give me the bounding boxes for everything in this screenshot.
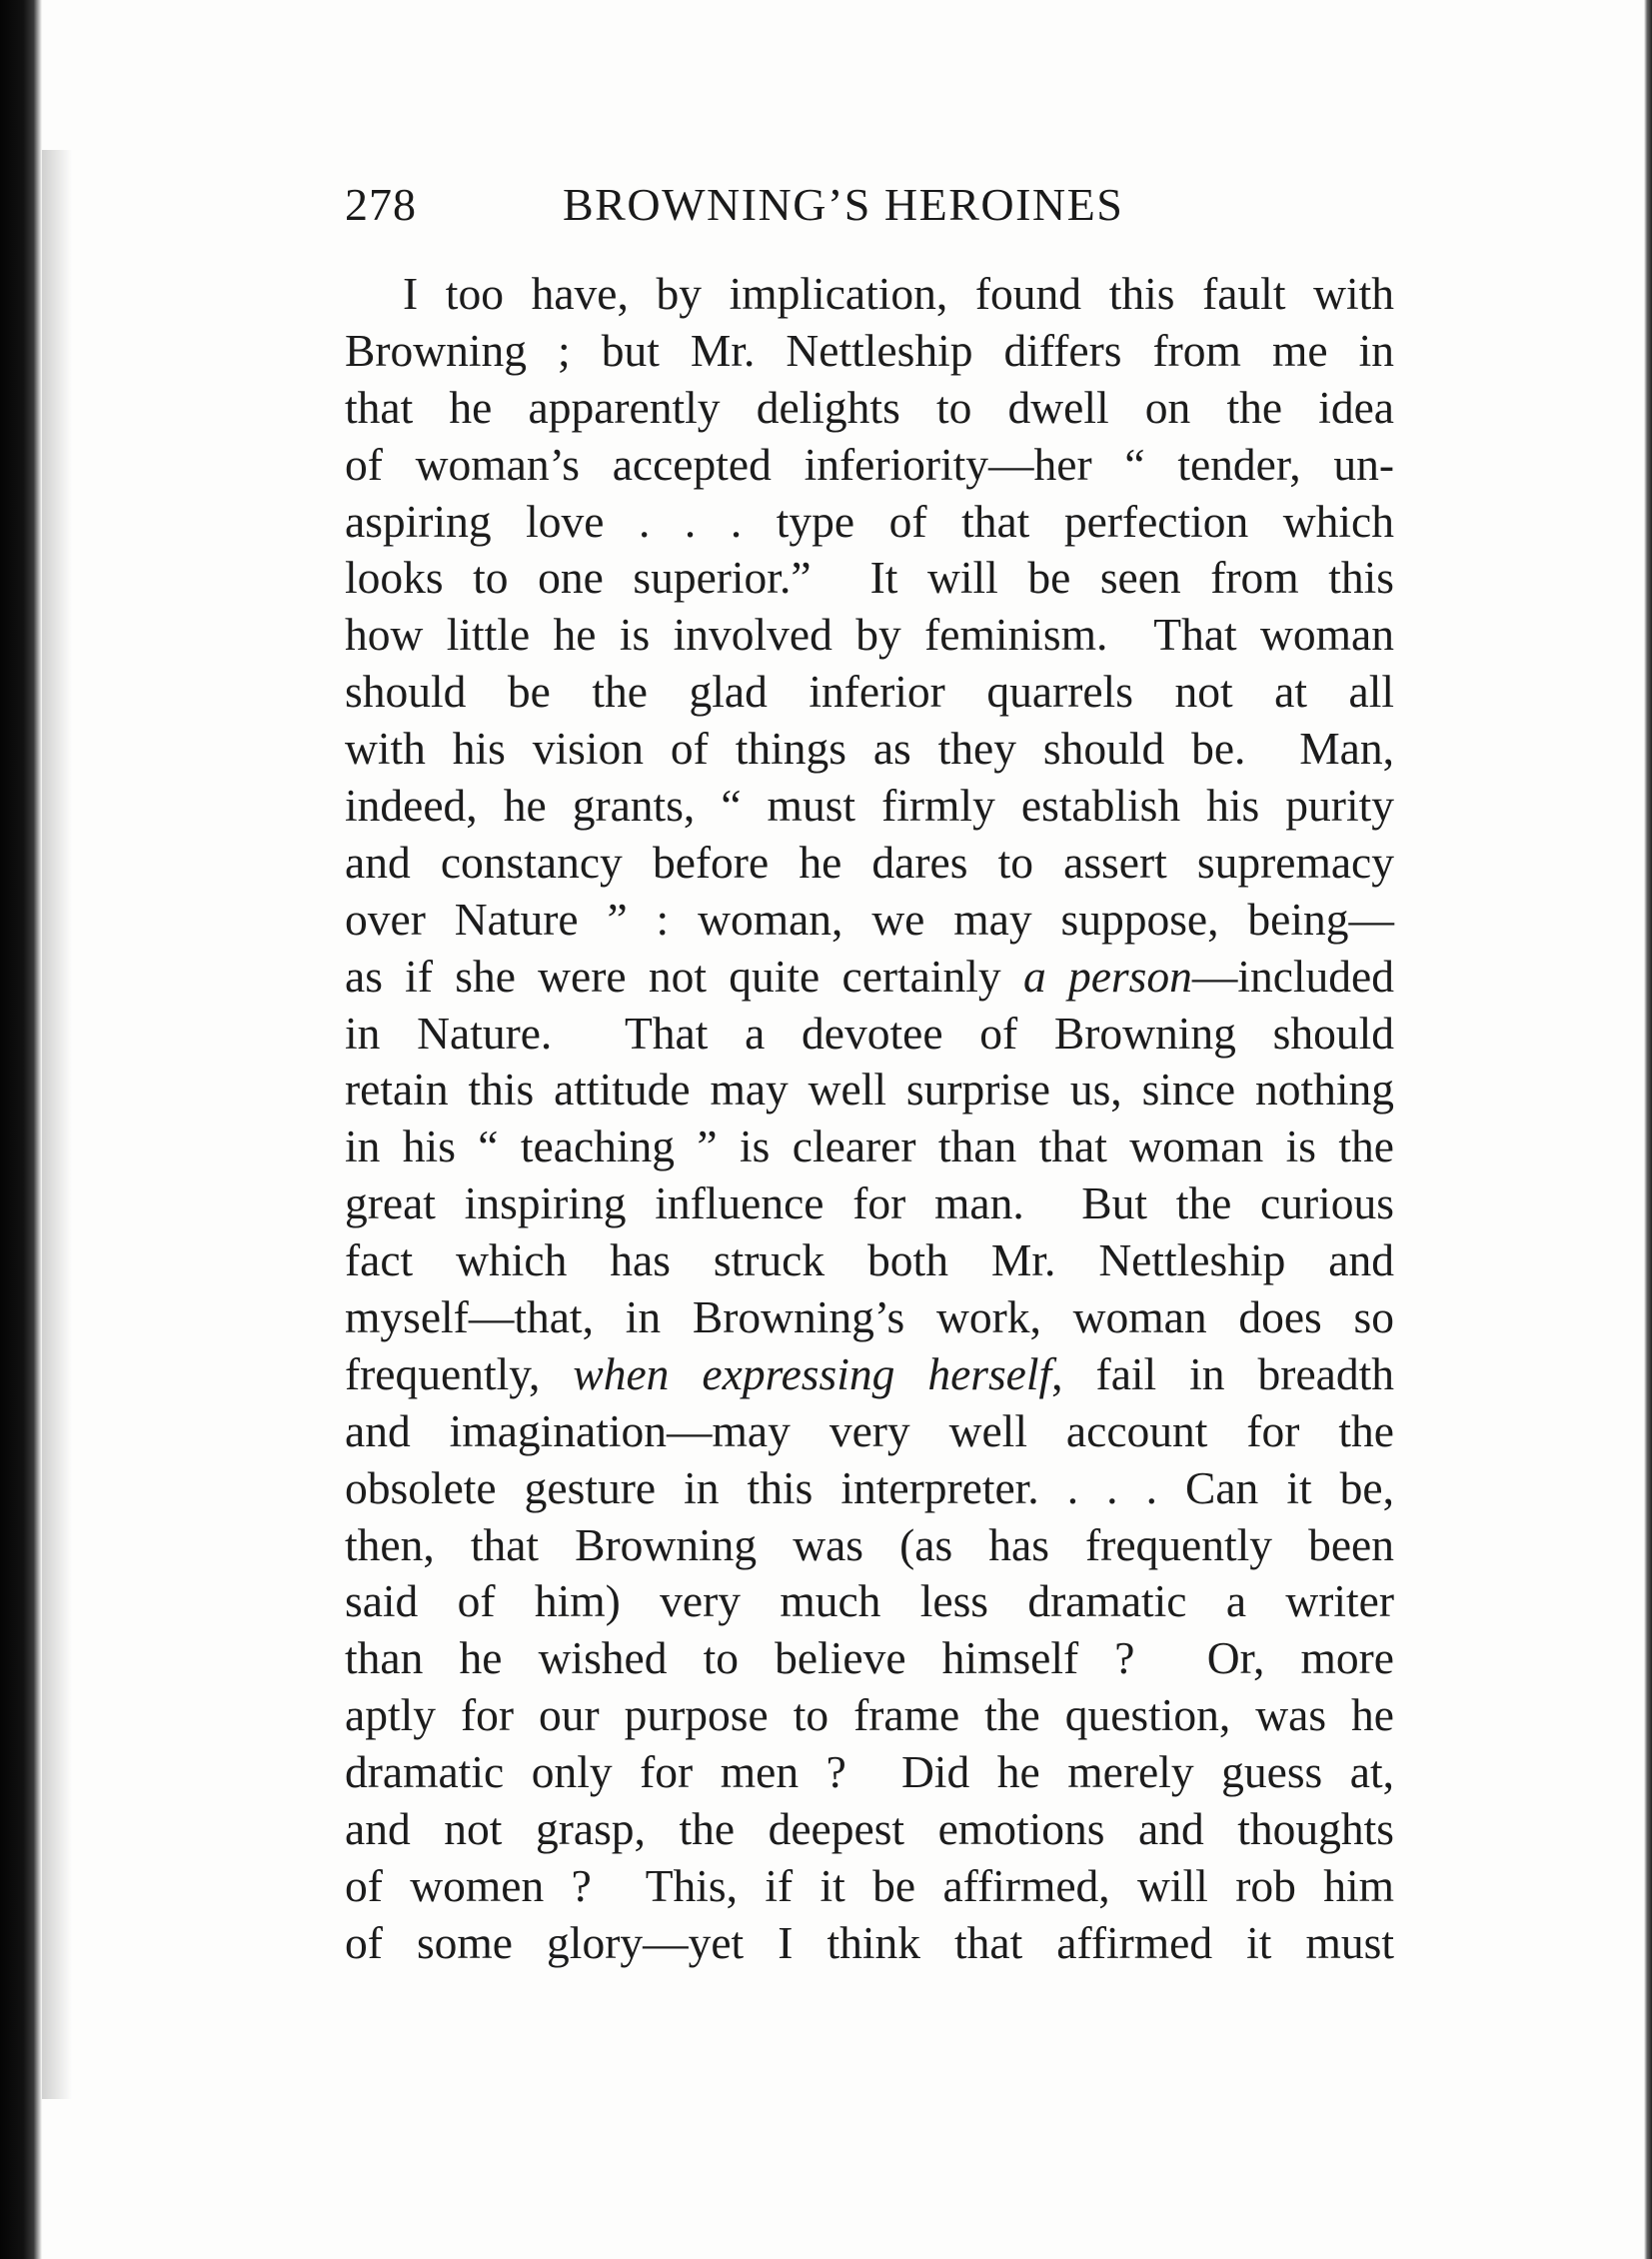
text-line: aspiring love . . . type of that perfection which xyxy=(345,495,1394,547)
text-line: and not grasp, the deepest emotions and thoughts xyxy=(345,1803,1394,1855)
text-line: great inspiring influence for man. But the curious xyxy=(345,1177,1394,1229)
binding-shadow xyxy=(42,150,72,2099)
italic-phrase: a person xyxy=(1022,950,1192,1002)
italic-phrase: when expressing herself xyxy=(573,1347,1052,1399)
text-line: how little he is involved by feminism. That woman xyxy=(345,609,1394,661)
text-line: indeed, he grants, “ must firmly establish his purity xyxy=(345,780,1394,832)
text-line: I too have, by implication, found this fault with xyxy=(403,268,1394,319)
text-line: obsolete gesture in this interpreter. . . . Can it be, xyxy=(345,1461,1394,1513)
text-line: dramatic only for men ? Did he merely guess at, xyxy=(345,1746,1394,1798)
running-title: BROWNING’S HEROINES xyxy=(563,179,1124,230)
page-right-edge xyxy=(1644,0,1652,2259)
text-line: over Nature ” : woman, we may suppose, being— xyxy=(345,893,1394,945)
binding-edge xyxy=(0,0,42,2259)
text-line: in his “ teaching ” is clearer than that woman is the xyxy=(345,1121,1394,1172)
page-header xyxy=(345,178,1404,248)
text-line: said of him) very much less dramatic a writer xyxy=(345,1575,1394,1627)
text-line: aptly for our purpose to frame the question, was he xyxy=(345,1689,1394,1741)
text-line: myself—that, in Browning’s work, woman does so xyxy=(345,1291,1394,1343)
text-line: of women ? This, if it be affirmed, will rob him xyxy=(345,1859,1394,1911)
body-text xyxy=(345,266,1394,1972)
text-line: that he apparently delights to dwell on the idea xyxy=(345,381,1394,433)
text-line: looks to one superior.” It will be seen from this xyxy=(345,552,1394,604)
text-line: than he wished to believe himself ? Or, more xyxy=(345,1632,1394,1684)
text-line: should be the glad inferior quarrels not at all xyxy=(345,666,1394,718)
text-line: of some glory—yet I think that affirmed it must xyxy=(345,1916,1394,1968)
text-line: retain this attitude may well surprise us, since nothing xyxy=(345,1064,1394,1116)
text-line: Browning ; but Mr. Nettleship differs from me in xyxy=(345,324,1394,376)
text-line: of woman’s accepted inferiority—her “ tender, un- xyxy=(345,438,1394,490)
text-line: in Nature. That a devotee of Browning should xyxy=(345,1007,1394,1059)
text-line: fact which has struck both Mr. Nettleship and xyxy=(345,1234,1394,1286)
text-line: as if she were not quite certainly a person—included xyxy=(345,950,1395,1002)
text-line: then, that Browning was (as has frequently been xyxy=(345,1518,1394,1570)
page-number: 278 xyxy=(345,179,417,230)
text-line: and imagination—may very well account for the xyxy=(345,1404,1394,1456)
text-line: and constancy before he dares to assert supremacy xyxy=(345,836,1394,888)
text-line: with his vision of things as they should be. Man, xyxy=(345,723,1394,775)
text-line: frequently, when expressing herself, fail in breadth xyxy=(345,1347,1394,1399)
